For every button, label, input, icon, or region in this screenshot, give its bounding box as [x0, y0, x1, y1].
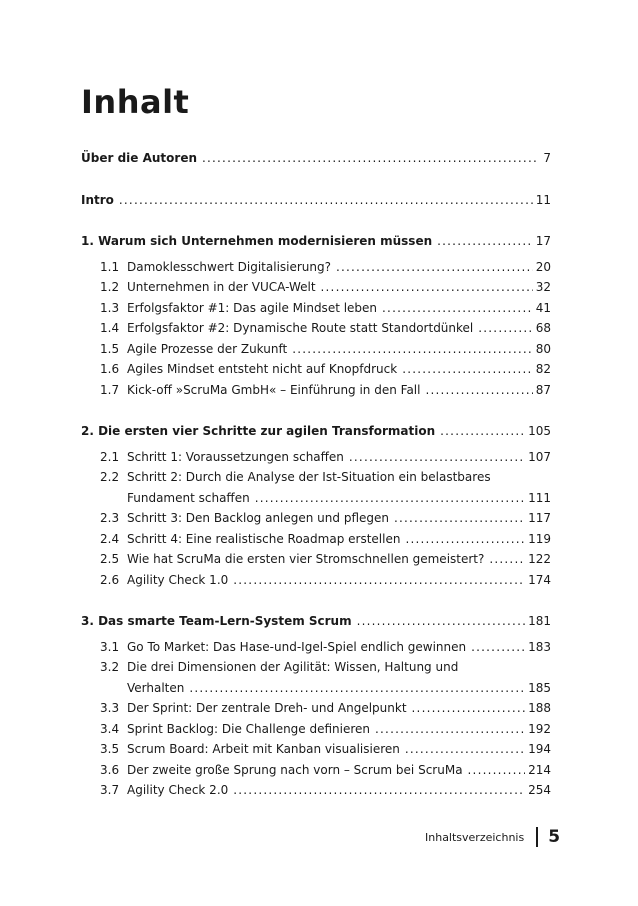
section-number: 1.6	[100, 362, 120, 376]
section-page: 122	[528, 552, 551, 566]
section-label: Der zweite große Sprung nach vorn – Scrum bei ScruMa	[127, 762, 463, 777]
section-page: 185	[528, 680, 551, 695]
toc-chapter-1[interactable]	[81, 231, 551, 252]
toc-chapter-2[interactable]	[81, 421, 551, 442]
toc-section-2-4[interactable]	[81, 529, 551, 550]
section-label: Wie hat ScruMa die ersten vier Stromschnellen gemeistert?	[127, 552, 485, 566]
section-label: Unternehmen in der VUCA-Welt	[127, 280, 316, 294]
section-page: 174	[528, 572, 551, 587]
section-label-continued: Verhalten	[127, 680, 185, 695]
toc-entry-intro[interactable]	[81, 190, 551, 211]
footer-divider	[536, 827, 538, 847]
leader-dots	[233, 570, 525, 591]
section-number: 3.6	[100, 762, 120, 777]
section-page: 20	[535, 259, 551, 274]
section-number: 1.5	[100, 341, 120, 356]
section-page: 214	[528, 762, 551, 777]
leader-dots	[202, 148, 538, 169]
section-number: 3.5	[100, 742, 120, 756]
leader-dots	[321, 277, 533, 298]
chapter-page: 17	[535, 234, 551, 248]
toc-entry-authors[interactable]	[81, 148, 551, 169]
toc-section-3-1[interactable]	[81, 637, 551, 658]
toc-section-2-2-continued[interactable]	[81, 488, 551, 509]
section-page: 41	[535, 300, 551, 315]
section-label: Agility Check 2.0	[127, 783, 229, 797]
toc-entry-page: 7	[543, 151, 551, 165]
section-number: 1.7	[100, 382, 120, 397]
leader-dots	[336, 257, 533, 278]
section-label: Schritt 1: Voraussetzungen schaffen	[127, 449, 344, 464]
toc-section-1-2[interactable]	[81, 277, 551, 298]
section-page: 183	[528, 639, 551, 654]
section-number: 3.3	[100, 701, 120, 715]
toc-section-3-5[interactable]	[81, 739, 551, 760]
toc-section-2-3[interactable]	[81, 508, 551, 529]
section-page: 254	[528, 783, 551, 797]
section-label: Sprint Backlog: Die Challenge definieren	[127, 721, 371, 736]
leader-dots	[189, 678, 525, 699]
page-number: 5	[548, 827, 561, 847]
section-label: Schritt 2: Durch die Analyse der Ist-Situation ein belastbares	[127, 470, 491, 484]
toc-section-1-7[interactable]	[81, 380, 551, 401]
toc-section-3-4[interactable]	[81, 719, 551, 740]
section-page: 32	[535, 280, 551, 294]
leader-dots	[405, 739, 525, 760]
section-page: 119	[528, 531, 551, 546]
section-page: 107	[528, 449, 551, 464]
running-footer-label: Inhaltsverzeichnis	[425, 830, 525, 844]
leader-dots	[412, 698, 526, 719]
section-page: 87	[535, 382, 551, 397]
toc-entry-label: Intro	[81, 192, 114, 207]
leader-dots	[402, 359, 533, 380]
chapter-label: 3. Das smarte Team-Lern-System Scrum	[81, 614, 352, 628]
leader-dots	[394, 508, 525, 529]
leader-dots	[119, 190, 533, 211]
section-number: 1.1	[100, 259, 120, 274]
section-label: Erfolgsfaktor #2: Dynamische Route statt Standortdünkel	[127, 321, 474, 335]
toc-section-3-3[interactable]	[81, 698, 551, 719]
section-number: 3.4	[100, 721, 120, 736]
section-label: Agiles Mindset entsteht nicht auf Knopfdruck	[127, 362, 398, 376]
section-label: Schritt 4: Eine realistische Roadmap erstellen	[127, 531, 401, 546]
toc-section-2-2[interactable]	[81, 467, 551, 488]
leader-dots	[375, 719, 525, 740]
section-number: 3.1	[100, 639, 120, 654]
section-label: Scrum Board: Arbeit mit Kanban visualisieren	[127, 742, 400, 756]
leader-dots	[425, 380, 532, 401]
section-label: Damoklesschwert Digitalisierung?	[127, 259, 331, 274]
section-number: 2.3	[100, 511, 120, 525]
section-page: 192	[528, 721, 551, 736]
leader-dots	[468, 760, 526, 781]
leader-dots	[349, 447, 525, 468]
section-page: 111	[528, 490, 551, 505]
leader-dots	[437, 231, 533, 252]
section-page: 194	[528, 742, 551, 756]
section-label: Kick-off »ScruMa GmbH« – Einführung in den Fall	[127, 382, 421, 397]
leader-dots	[357, 611, 525, 632]
toc-section-3-6[interactable]	[81, 760, 551, 781]
chapter-page: 105	[528, 424, 551, 438]
table-of-contents	[81, 148, 551, 801]
page-title: Inhalt	[81, 83, 190, 121]
section-number: 2.4	[100, 531, 120, 546]
toc-section-1-4[interactable]	[81, 318, 551, 339]
page-footer	[425, 827, 560, 847]
leader-dots	[478, 318, 532, 339]
section-number: 3.7	[100, 783, 120, 797]
section-page: 68	[535, 321, 551, 335]
leader-dots	[489, 549, 525, 570]
chapter-label: 2. Die ersten vier Schritte zur agilen Transformation	[81, 424, 436, 438]
chapter-page: 181	[528, 614, 551, 628]
section-number: 2.6	[100, 572, 120, 587]
section-label: Agile Prozesse der Zukunft	[127, 341, 288, 356]
section-number: 2.2	[100, 470, 120, 484]
leader-dots	[255, 488, 525, 509]
toc-entry-label: Über die Autoren	[81, 151, 197, 165]
leader-dots	[405, 529, 525, 550]
toc-entry-page: 11	[535, 192, 551, 207]
section-number: 1.2	[100, 280, 120, 294]
toc-chapter-3[interactable]	[81, 611, 551, 632]
chapter-label: 1. Warum sich Unternehmen modernisieren müssen	[81, 234, 433, 248]
section-label: Erfolgsfaktor #1: Das agile Mindset leben	[127, 300, 378, 315]
toc-section-1-1[interactable]	[81, 257, 551, 278]
section-label: Agility Check 1.0	[127, 572, 229, 587]
section-page: 117	[528, 511, 551, 525]
toc-section-1-5[interactable]	[81, 339, 551, 360]
section-number: 3.2	[100, 660, 120, 674]
section-page: 80	[535, 341, 551, 356]
section-page: 82	[535, 362, 551, 376]
toc-section-2-6[interactable]	[81, 570, 551, 591]
toc-section-3-2[interactable]	[81, 657, 551, 678]
toc-section-2-1[interactable]	[81, 447, 551, 468]
toc-section-3-7[interactable]	[81, 780, 551, 801]
section-number: 2.1	[100, 449, 120, 464]
section-page: 188	[528, 701, 551, 715]
section-number: 1.4	[100, 321, 120, 335]
toc-section-1-6[interactable]	[81, 359, 551, 380]
section-label: Go To Market: Das Hase-und-Igel-Spiel endlich gewinnen	[127, 639, 467, 654]
section-label: Die drei Dimensionen der Agilität: Wissen, Haltung und	[127, 660, 459, 674]
section-label: Schritt 3: Den Backlog anlegen und pflegen	[127, 511, 389, 525]
section-label-continued: Fundament schaffen	[127, 490, 250, 505]
section-number: 1.3	[100, 300, 120, 315]
toc-section-2-5[interactable]	[81, 549, 551, 570]
leader-dots	[440, 421, 525, 442]
toc-section-1-3[interactable]	[81, 298, 551, 319]
section-number: 2.5	[100, 552, 120, 566]
leader-dots	[292, 339, 533, 360]
leader-dots	[471, 637, 525, 658]
toc-section-3-2-continued[interactable]	[81, 678, 551, 699]
leader-dots	[382, 298, 533, 319]
section-label: Der Sprint: Der zentrale Dreh- und Angelpunkt	[127, 701, 407, 715]
leader-dots	[233, 780, 525, 801]
